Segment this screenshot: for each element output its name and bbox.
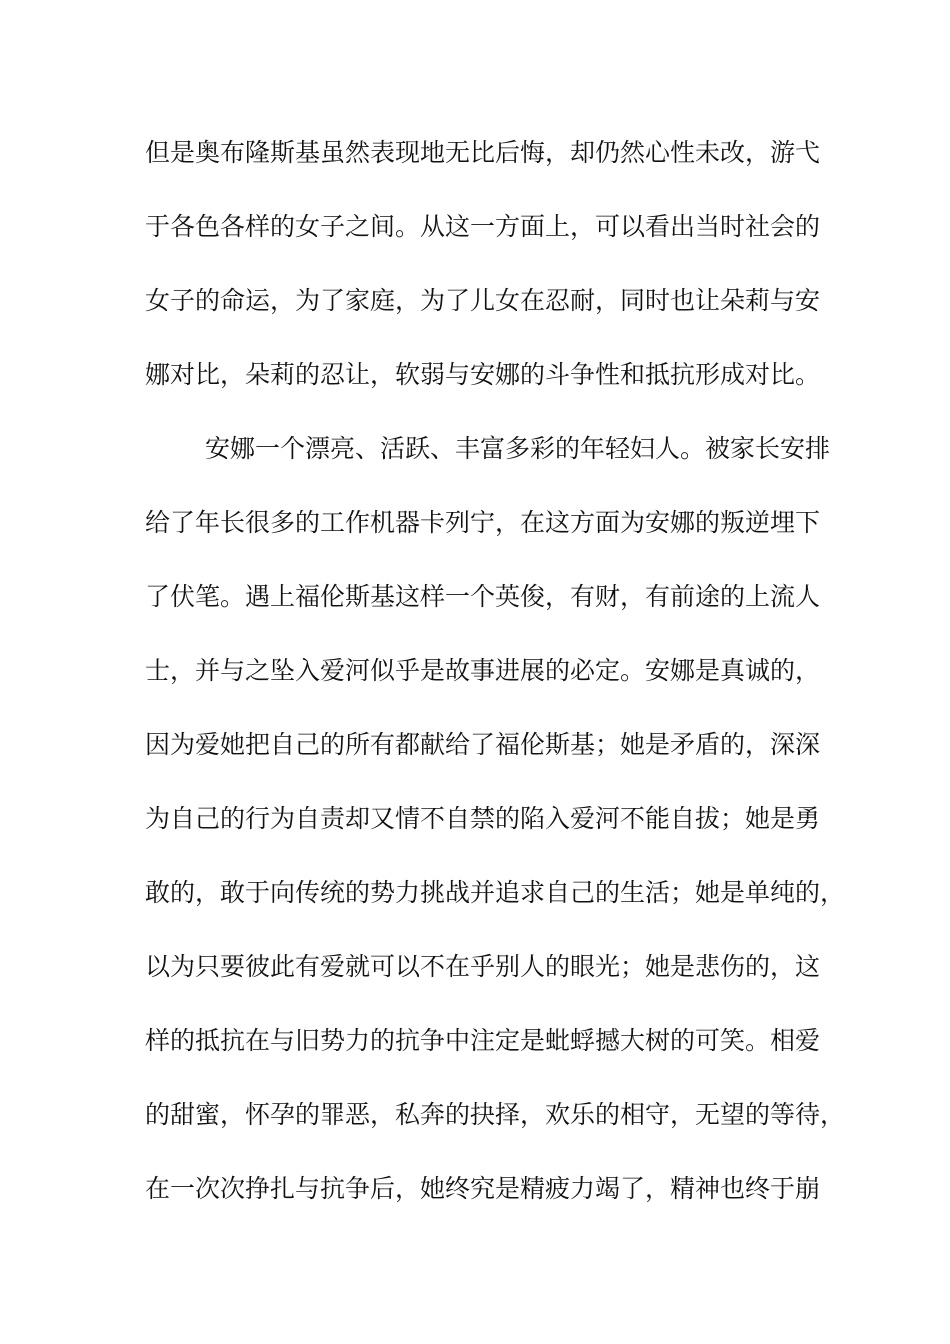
text-line: 士，并与之坠入爱河似乎是故事进展的必定。安娜是真诚的， [145, 656, 821, 685]
text-line: 为自己的行为自责却又情不自禁的陷入爱河不能自拔；她是勇 [145, 804, 821, 833]
body-text [145, 128, 846, 1238]
text-line: 但是奥布隆斯基虽然表现地无比后悔，却仍然心性未改，游弋 [145, 138, 821, 167]
text-line: 娜对比，朵莉的忍让，软弱与安娜的斗争性和抵抗形成对比。 [145, 360, 821, 389]
text-line: 敢的，敢于向传统的势力挑战并追求自己的生活；她是单纯的， [145, 878, 846, 907]
text-line: 因为爱她把自己的所有都献给了福伦斯基；她是矛盾的，深深 [145, 730, 821, 759]
text-line: 安娜一个漂亮、活跃、丰富多彩的年轻妇人。被家长安排 [205, 434, 831, 463]
text-line: 样的抵抗在与旧势力的抗争中注定是蚍蜉撼大树的可笑。相爱 [145, 1026, 821, 1055]
text-line: 于各色各样的女子之间。从这一方面上，可以看出当时社会的 [145, 212, 821, 241]
text-line: 女子的命运，为了家庭，为了儿女在忍耐，同时也让朵莉与安 [145, 286, 821, 315]
text-line: 了伏笔。遇上福伦斯基这样一个英俊，有财，有前途的上流人 [145, 582, 821, 611]
text-line: 在一次次挣扎与抗争后，她终究是精疲力竭了，精神也终于崩 [145, 1174, 821, 1203]
text-line: 给了年长很多的工作机器卡列宁，在这方面为安娜的叛逆埋下 [145, 508, 821, 537]
text-line: 的甜蜜，怀孕的罪恶，私奔的抉择，欢乐的相守，无望的等待， [145, 1100, 846, 1129]
text-line: 以为只要彼此有爱就可以不在乎别人的眼光；她是悲伤的，这 [145, 952, 821, 981]
